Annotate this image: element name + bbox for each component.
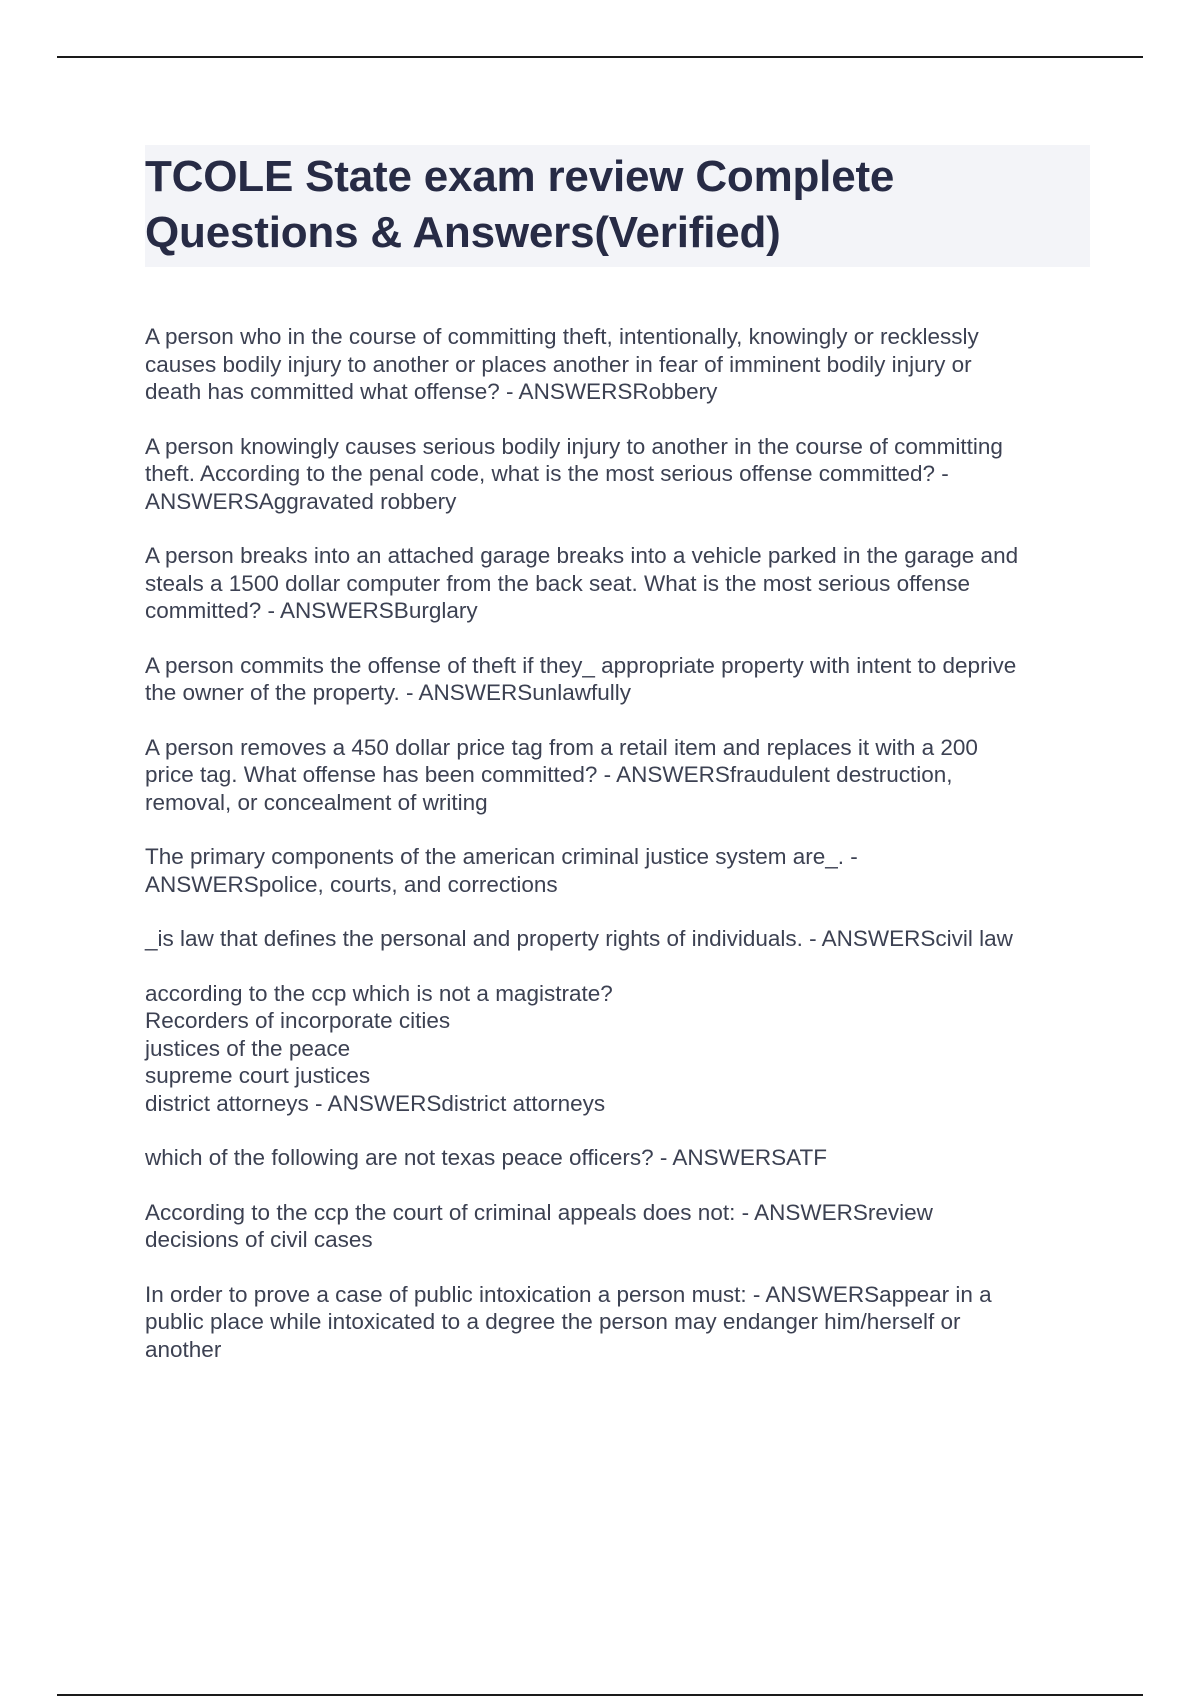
qa-item: according to the ccp which is not a magistrate? Recorders of incorporate cities justices of the peace supreme court justices district attorneys - ANSWERSdistrict attorneys [145,980,613,1116]
qa-list [145,323,1090,1363]
top-rule [57,56,1143,58]
document-title: TCOLE State exam review Complete Questions & Answers(Verified) [145,152,895,257]
bottom-rule [57,1694,1143,1696]
qa-item: A person knowingly causes serious bodily injury to another in the course of committing theft. According to the penal code, what is the most serious offense committed? - ANSWERSAggravated robbery [145,433,1003,514]
title-block [145,145,1090,267]
qa-item: which of the following are not texas peace officers? - ANSWERSATF [145,1145,827,1170]
qa-item: According to the ccp the court of criminal appeals does not: - ANSWERSreview decisions of civil cases [145,1199,933,1252]
qa-item: A person who in the course of committing theft, intentionally, knowingly or recklessly causes bodily injury to another or places another in fear of imminent bodily injury or death has committed what offense? - ANSWERSRobbery [145,324,979,404]
qa-item: The primary components of the american criminal justice system are_. - ANSWERSpolice, courts, and corrections [145,844,858,897]
qa-item: A person removes a 450 dollar price tag from a retail item and replaces it with a 200 price tag. What offense has been committed? - ANSWERSfraudulent destruction, removal, or concealment of writing [145,734,978,815]
document-body [145,145,1090,1390]
qa-item: A person commits the offense of theft if they_ appropriate property with intent to deprive the owner of the property. - ANSWERSunlawfully [145,652,1017,705]
qa-item: In order to prove a case of public intoxication a person must: - ANSWERSappear in a public place while intoxicated to a degree the person may endanger him/herself or another [145,1281,992,1362]
qa-item: A person breaks into an attached garage breaks into a vehicle parked in the garage and steals a 1500 dollar computer from the back seat. What is the most serious offense committed? - ANSWERSBurglary [145,543,1019,623]
qa-item: _is law that defines the personal and property rights of individuals. - ANSWERScivil law [145,926,1013,951]
